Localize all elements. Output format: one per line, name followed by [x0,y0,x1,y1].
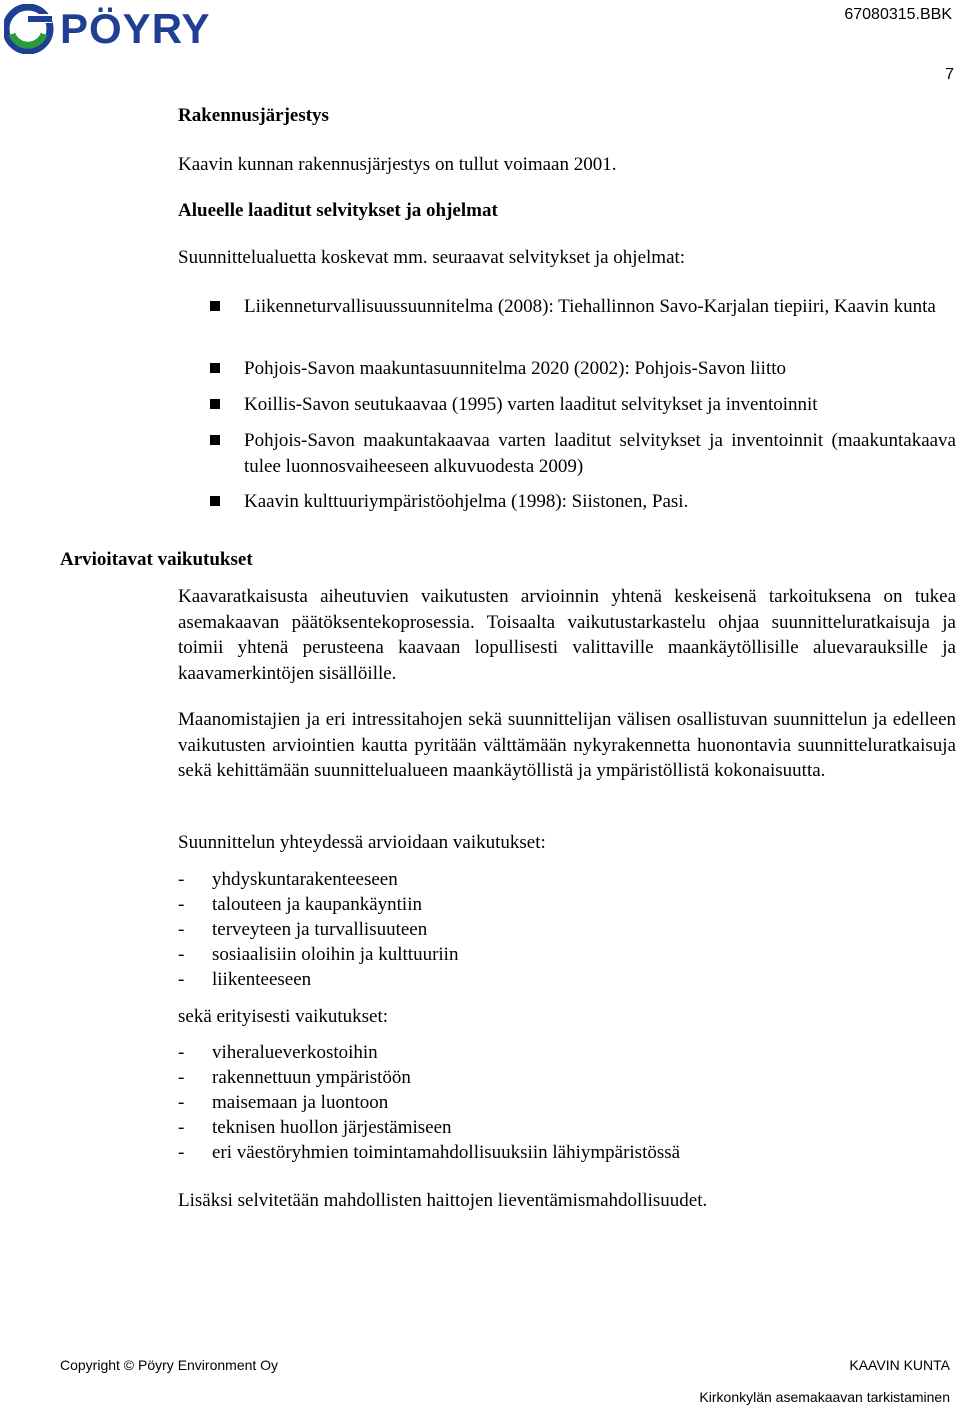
special-text: maisemaan ja luontoon [212,1092,389,1113]
paragraph-2: Maanomistajien ja eri intressitahojen sekä suunnittelijan välisen osallistuvan suunnittelun ja edelleen vaikutusten arviointien kautta pyritään välttämään nykyrakennetta huonontavia suunnitteluratkaisuja sekä kehittämään suunnittelualueen maankäytöllistä ja ympäristöllistä kokonaisuutta. [178,709,956,781]
paragraph-1: Kaavaratkaisusta aiheutuvien vaikutusten arvioinnin yhtenä keskeisenä tarkoituksena on tukea asemakaavan päätöksentekoprosessia. Toisaalta vaikutustarkastelu ohjaa suunnitteluratkaisuja ja toimii yhtenä perusteena kaavaan lopullisesti valittaville maankäytöllisille aluevarauksille ja kaavamerkintöjen sisällöille. [178,586,956,684]
list-item [178,1115,452,1141]
square-bullet-icon [210,399,220,409]
dash-marker: - [178,869,185,890]
bullet-text: Kaavin kulttuuriympäristöohjelma (1998): Siistonen, Pasi. [244,491,689,512]
special-intro: sekä erityisesti vaikutukset: [178,1006,389,1027]
bullet-text: Pohjois-Savon maakuntasuunnitelma 2020 (2002): Pohjois-Savon liitto [244,358,787,379]
list-item [210,489,956,515]
dash-marker: - [178,1067,185,1088]
brand-name: PÖYRY [60,5,211,52]
list-item [178,1140,680,1166]
section-heading-selvitykset: Alueelle laaditut selvitykset ja ohjelmat [178,200,498,221]
footer-copyright: Copyright © Pöyry Environment Oy [60,1357,279,1373]
special-text: teknisen huollon järjestämiseen [212,1117,452,1138]
square-bullet-icon [210,496,220,506]
impact-text: yhdyskuntarakenteeseen [212,869,398,890]
list-item [178,1040,378,1066]
section-heading-vaikutukset: Arvioitavat vaikutukset [60,549,253,570]
dash-marker: - [178,969,185,990]
list-item [178,1065,411,1091]
list-item [178,867,398,893]
square-bullet-icon [210,363,220,373]
dash-marker: - [178,1117,185,1138]
dash-marker: - [178,919,185,940]
bullet-text: Pohjois-Savon maakuntakaavaa varten laaditut selvitykset ja inventoinnit (maakuntakaava tulee luonnosvaiheeseen alkuvuodesta 2009) [244,430,956,477]
list-item [178,1090,388,1116]
dash-marker: - [178,1092,185,1113]
list-item [210,294,956,320]
list-item [210,356,956,382]
list-item [178,967,311,993]
impact-text: talouteen ja kaupankäyntiin [212,894,422,915]
impact-text: liikenteeseen [212,969,312,990]
special-text: rakennettuun ympäristöön [212,1067,411,1088]
rakennusjarjestys-text: Kaavin kunnan rakennusjärjestys on tullut voimaan 2001. [178,154,617,175]
dash-marker: - [178,1142,185,1163]
impact-text: sosiaalisiin oloihin ja kulttuuriin [212,944,459,965]
footer-client: KAAVIN KUNTA [849,1357,950,1373]
impacts-intro: Suunnittelun yhteydessä arvioidaan vaikutukset: [178,832,546,853]
list-item [178,892,422,918]
bullet-text: Koillis-Savon seutukaavaa (1995) varten laaditut selvitykset ja inventoinnit [244,394,818,415]
section-heading-rakennusjarjestys: Rakennusjärjestys [178,105,329,126]
dash-marker: - [178,894,185,915]
selvitykset-intro: Suunnittelualuetta koskevat mm. seuraavat selvitykset ja ohjelmat: [178,247,686,268]
company-logo [4,4,244,54]
list-item [210,428,956,479]
list-item [210,392,956,418]
closing-text: Lisäksi selvitetään mahdollisten haittojen lieventämismahdollisuudet. [178,1190,708,1211]
page-number: 7 [945,66,954,83]
impact-text: terveyteen ja turvallisuuteen [212,919,428,940]
dash-marker: - [178,1042,185,1063]
special-text: viheralueverkostoihin [212,1042,378,1063]
document-number: 67080315.BBK [844,6,952,23]
special-text: eri väestöryhmien toimintamahdollisuuksiin lähiympäristössä [212,1142,681,1163]
list-item [178,917,427,943]
square-bullet-icon [210,301,220,311]
footer-project: Kirkonkylän asemakaavan tarkistaminen [699,1389,950,1405]
bullet-text: Liikenneturvallisuussuunnitelma (2008): Tiehallinnon Savo-Karjalan tiepiiri, Kaavin kunta [244,296,936,317]
list-item [178,942,458,968]
poyry-logo-icon [4,4,54,54]
dash-marker: - [178,944,185,965]
square-bullet-icon [210,435,220,445]
